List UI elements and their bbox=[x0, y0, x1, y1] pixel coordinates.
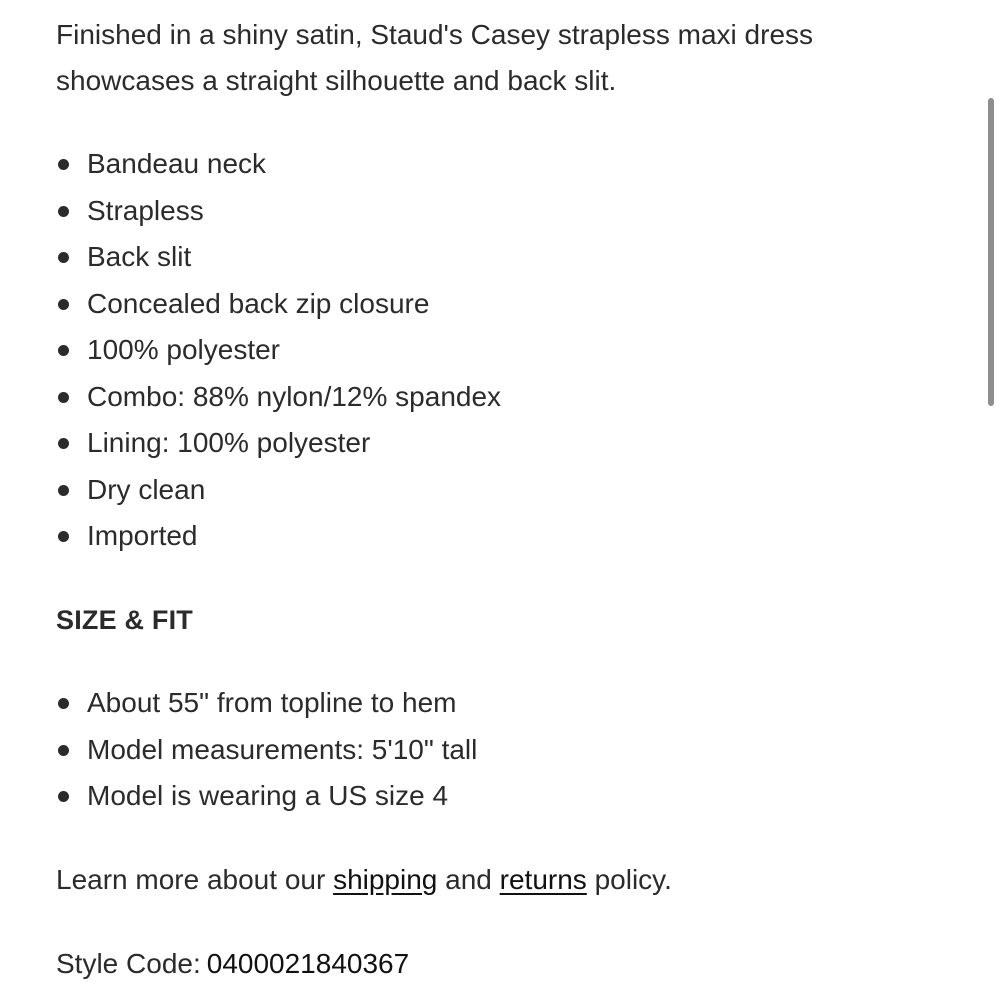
details-item-label: Strapless bbox=[87, 194, 204, 226]
details-item-label: Lining: 100% polyester bbox=[87, 427, 371, 458]
details-item bbox=[56, 281, 501, 328]
scrollbar[interactable] bbox=[988, 98, 994, 406]
details-item-label: Bandeau neck bbox=[87, 148, 267, 179]
size-fit-item bbox=[56, 727, 477, 774]
style-code-label: Style Code: bbox=[56, 948, 201, 979]
style-code bbox=[56, 941, 409, 987]
shipping-link[interactable]: shipping bbox=[333, 864, 438, 895]
details-item bbox=[56, 234, 501, 281]
details-item bbox=[56, 420, 501, 467]
bullet-icon bbox=[58, 159, 69, 170]
details-item bbox=[56, 327, 501, 374]
bullet-icon bbox=[58, 206, 69, 217]
size-fit-item bbox=[56, 773, 477, 820]
details-item bbox=[56, 141, 501, 188]
style-code-value: 0400021840367 bbox=[206, 948, 410, 979]
details-item-label: Back slit bbox=[87, 241, 192, 272]
details-item-label: Concealed back zip closure bbox=[87, 287, 430, 319]
product-description: Finished in a shiny satin, Staud's Casey strapless maxi dress showcases a straight silhouette and back slit. bbox=[56, 19, 814, 96]
policy-suffix: policy. bbox=[594, 864, 672, 895]
details-item-label: 100% polyester bbox=[87, 334, 281, 365]
details-item-label: Combo: 88% nylon/12% spandex bbox=[87, 380, 502, 412]
size-fit-list bbox=[56, 680, 477, 820]
details-item-label: Imported bbox=[87, 520, 198, 551]
details-list bbox=[56, 141, 501, 560]
size-fit-item-label: About 55" from topline to hem bbox=[87, 687, 457, 718]
bullet-icon bbox=[58, 531, 69, 542]
bullet-icon bbox=[58, 745, 69, 756]
bullet-icon bbox=[58, 252, 69, 263]
policy-prefix: Learn more about our bbox=[56, 864, 326, 895]
size-fit-item bbox=[56, 680, 477, 727]
size-fit-item-label: Model measurements: 5'10" tall bbox=[87, 733, 478, 765]
size-fit-item-label: Model is wearing a US size 4 bbox=[87, 780, 449, 811]
bullet-icon bbox=[58, 299, 69, 310]
bullet-icon bbox=[58, 438, 69, 449]
details-item bbox=[56, 188, 501, 235]
details-item-label: Dry clean bbox=[87, 473, 206, 505]
policy-middle: and bbox=[445, 864, 492, 895]
bullet-icon bbox=[58, 392, 69, 403]
returns-link[interactable]: returns bbox=[499, 864, 587, 895]
bullet-icon bbox=[58, 345, 69, 356]
bullet-icon bbox=[58, 485, 69, 496]
details-item bbox=[56, 374, 501, 421]
bullet-icon bbox=[58, 791, 69, 802]
bullet-icon bbox=[58, 698, 69, 709]
size-fit-heading: SIZE & FIT bbox=[56, 605, 193, 635]
details-item bbox=[56, 513, 501, 560]
policy-text bbox=[56, 857, 672, 903]
details-item bbox=[56, 467, 501, 514]
